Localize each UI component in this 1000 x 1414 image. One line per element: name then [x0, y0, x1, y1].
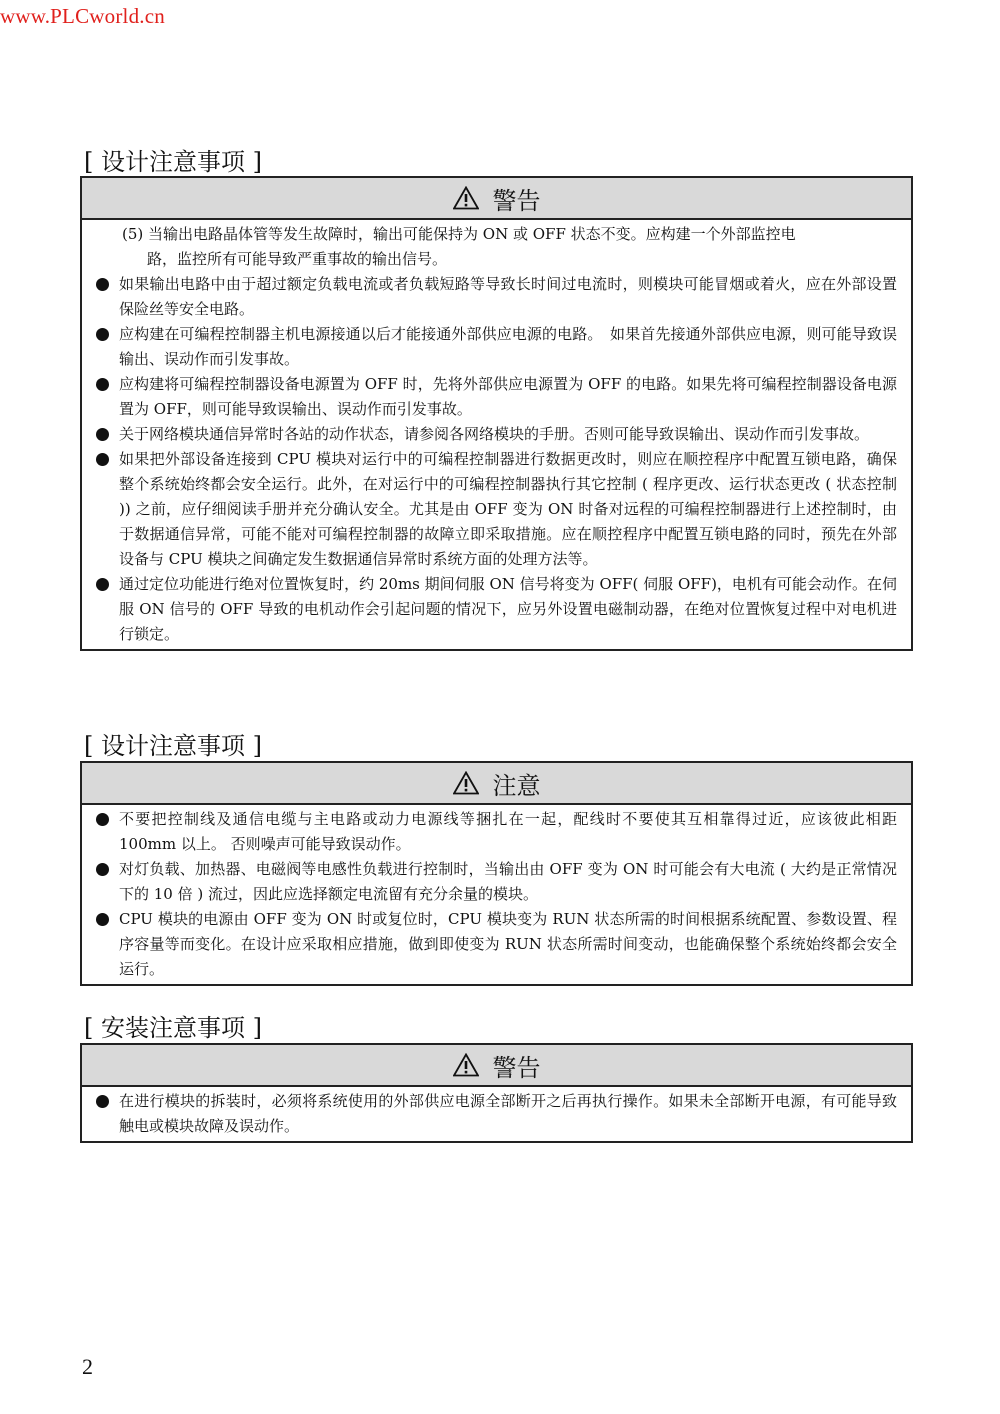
bullet-icon [96, 378, 109, 391]
section-title-design-1: [ 设计注意事项 ] [84, 148, 262, 176]
warning-triangle-icon [453, 771, 479, 795]
warning-triangle-icon [453, 186, 479, 210]
warning-box-install [80, 1043, 913, 1143]
bullet-icon [96, 428, 109, 441]
box-header-warning [82, 178, 911, 220]
box-header-label: 警告 [492, 186, 541, 215]
box-body [82, 1087, 911, 1141]
watermark: www.PLCworld.cn [0, 4, 165, 28]
list-item [96, 422, 897, 447]
bullet-icon [96, 278, 109, 291]
bullet-icon [96, 328, 109, 341]
item-text-first: (5) 当输出电路晶体管等发生故障时，输出可能保持为 ON 或 OFF 状态不变。应构建一个外部监控电 [122, 225, 796, 243]
page-number: 2 [82, 1354, 93, 1379]
section-title-install: [ 安装注意事项 ] [84, 1014, 262, 1042]
bullet-icon [96, 863, 109, 876]
list-item [96, 372, 897, 422]
section-title-design-2: [ 设计注意事项 ] [84, 732, 262, 760]
item-text: 关于网络模块通信异常时各站的动作状态，请参阅各网络模块的手册。否则可能导致误输出、误动作而引发事故。 [119, 425, 870, 443]
item-text: 对灯负载、加热器、电磁阀等电感性负载进行控制时，当输出由 OFF 变为 ON 时可能会有大电流 ( 大约是正常情况下的 10 倍 ) 流过，因此应选择额定电流留有充分余量的模块。 [119, 860, 897, 903]
list-item [96, 272, 897, 322]
list-item [96, 907, 897, 982]
warning-box-design [80, 176, 913, 651]
item-text-cont: 路，监控所有可能导致严重事故的输出信号。 [147, 250, 448, 268]
box-body [82, 805, 911, 984]
bullet-icon [96, 453, 109, 466]
bullet-icon [96, 913, 109, 926]
box-header-caution [82, 763, 911, 805]
box-header-label: 注意 [492, 771, 541, 800]
item-text: 不要把控制线及通信电缆与主电路或动力电源线等捆扎在一起，配线时不要使其互相靠得过近，应该彼此相距 100mm 以上。 否则噪声可能导致误动作。 [119, 810, 897, 853]
item-text: 在进行模块的拆装时，必须将系统使用的外部供应电源全部断开之后再执行操作。如果未全部断开电源，有可能导致触电或模块故障及误动作。 [119, 1092, 897, 1135]
list-item [96, 807, 897, 857]
bullet-icon [96, 1095, 109, 1108]
list-item [96, 447, 897, 572]
list-item [96, 857, 897, 907]
item-text: 如果输出电路中由于超过额定负载电流或者负载短路等导致长时间过电流时，则模块可能冒烟或着火，应在外部设置保险丝等安全电路。 [119, 275, 897, 318]
list-item [96, 572, 897, 647]
item-text: 应构建在可编程控制器主机电源接通以后才能接通外部供应电源的电路。 如果首先接通外部供应电源，则可能导致误输出、误动作而引发事故。 [119, 325, 897, 368]
box-header-warning [82, 1045, 911, 1087]
list-item-numbered [96, 222, 897, 272]
box-body [82, 220, 911, 649]
list-item [96, 322, 897, 372]
item-text: CPU 模块的电源由 OFF 变为 ON 时或复位时，CPU 模块变为 RUN 状态所需的时间根据系统配置、参数设置、程序容量等而变化。在设计应采取相应措施，做到即使变为 RUN 状态所需时间变动，也能确保整个系统始终都会安全运行。 [119, 910, 897, 978]
bullet-icon [96, 578, 109, 591]
bullet-icon [96, 813, 109, 826]
caution-box-design [80, 761, 913, 986]
item-text: 应构建将可编程控制器设备电源置为 OFF 时，先将外部供应电源置为 OFF 的电路。如果先将可编程控制器设备电源置为 OFF，则可能导致误输出、误动作而引发事故。 [119, 375, 897, 418]
box-header-label: 警告 [492, 1053, 541, 1082]
warning-triangle-icon [453, 1053, 479, 1077]
item-text: 通过定位功能进行绝对位置恢复时，约 20ms 期间伺服 ON 信号将变为 OFF( 伺服 OFF)，电机有可能会动作。在伺服 ON 信号的 OFF 导致的电机动作会引起问题的情况下，应另外设置电磁制动器，在绝对位置恢复过程中对电机进行锁定。 [119, 575, 897, 643]
item-text: 如果把外部设备连接到 CPU 模块对运行中的可编程控制器进行数据更改时，则应在顺控程序中配置互锁电路，确保整个系统始终都会安全运行。此外，在对运行中的可编程控制器执行其它控制 ( 程序更改、运行状态更改 ( 状态控制 )) 之前，应仔细阅读手册并充分确认安全。尤其是由 OFF 变为 ON 时备对远程的可编程控制器进行上述控制时，由于数据通信异常，可能不能对可编程控制器的故障立即采取措施。应在顺控程序中配置互锁电路的同时，预先在外部设备与 CPU 模块之间确定发生数据通信异常时系统方面的处理方法等。 [119, 450, 897, 568]
list-item [96, 1089, 897, 1139]
